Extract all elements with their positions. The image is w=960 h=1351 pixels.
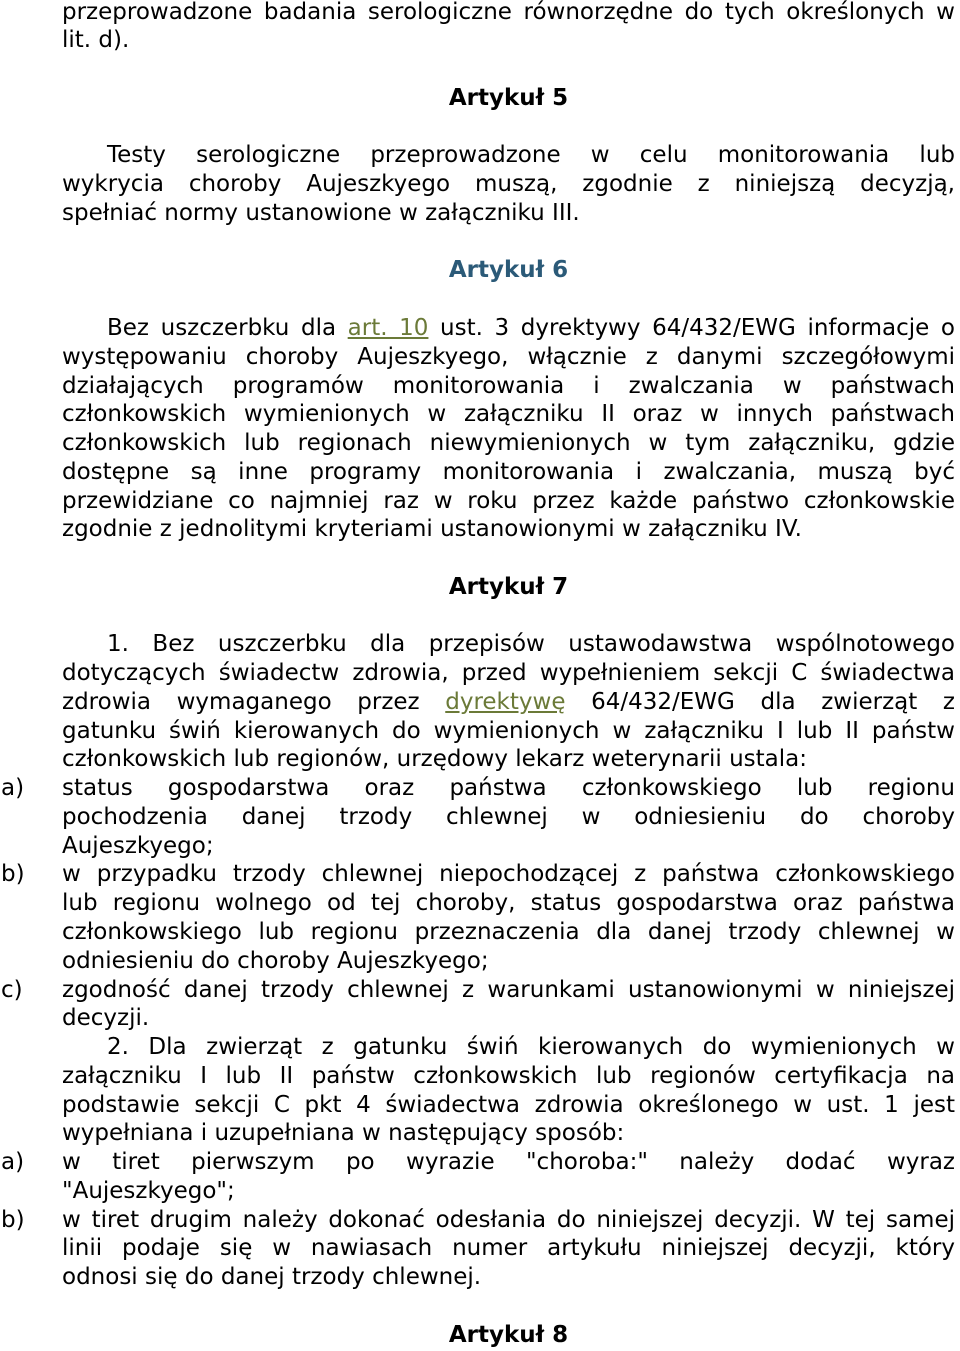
- text-line: zgodność danej trzody chlewnej z warunkami ustanowionymi w niniejszej: [62, 976, 955, 1003]
- text-line: załączniku I lub II państw członkowskich lub regionów certyfikacja na: [62, 1062, 955, 1089]
- text-line: 2. Dla zwierząt z gatunku świń kierowanych do wymienionych w: [107, 1034, 955, 1061]
- list-item: [1, 860, 955, 975]
- text-line: 1. Bez uszczerbku dla przepisów ustawodawstwa wspólnotowego: [107, 631, 955, 658]
- article-7-paragraph-1: [62, 630, 955, 774]
- text-line: członkowskich lub regionach niewymienionych w tym załączniku, gdzie: [62, 430, 955, 457]
- list-item: [1, 1148, 955, 1206]
- list-item: [1, 774, 955, 860]
- text-segment: Bez uszczerbku dla: [107, 314, 348, 341]
- text-line: Testy serologiczne przeprowadzone w celu monitorowania lub: [107, 142, 955, 169]
- text-line: gatunku świń kierowanych do wymienionych w załączniku I lub II państw: [62, 717, 955, 744]
- text-line: dostępne są inne programy monitorowania i zwalczania, muszą być: [62, 458, 955, 485]
- directive-link[interactable]: dyrektywę: [445, 688, 566, 715]
- text-line: działających programów monitorowania i zwalczania w państwach: [62, 372, 955, 399]
- list-label: a): [1, 775, 25, 802]
- text-line: status gospodarstwa oraz państwa członkowskiego lub regionu: [62, 775, 955, 802]
- text-line: członkowskich lub regionów, urzędowy lekarz weterynarii ustala:: [62, 746, 808, 773]
- text-line: członkowskich wymienionych w załączniku II oraz w innych państwach: [62, 401, 955, 428]
- intro-paragraph: [62, 0, 955, 55]
- text-line: przeprowadzone badania serologiczne równorzędne do tych określonych w: [62, 0, 955, 25]
- list-item: [1, 1206, 955, 1292]
- text-line: w tiret pierwszym po wyrazie "choroba:" należy dodać wyraz: [62, 1149, 955, 1176]
- text-line: w przypadku trzody chlewnej niepochodzącej z państwa członkowskiego: [62, 861, 955, 888]
- list-label: b): [1, 1206, 25, 1233]
- article-5-heading: Artykuł 5: [448, 84, 569, 111]
- list-label: b): [1, 861, 25, 888]
- text-segment: zdrowia wymaganego przez: [62, 688, 446, 715]
- text-line: wykrycia choroby Aujeszkyego muszą, zgodnie z niniejszą decyzją,: [62, 171, 955, 198]
- text-line: [62, 688, 955, 717]
- text-line: podstawie sekcji C pkt 4 świadectwa zdrowia określonego w ust. 1 jest: [62, 1091, 955, 1118]
- text-line: linii podaje się w nawiasach numer artykułu niniejszej decyzji, który: [62, 1235, 955, 1262]
- text-line: odnosi się do danej trzody chlewnej.: [62, 1264, 482, 1291]
- article-6-paragraph: [62, 314, 955, 544]
- text-line: lub regionu wolnego od tej choroby, status gospodarstwa oraz państwa: [62, 890, 955, 917]
- article-8-heading: Artykuł 8: [448, 1321, 569, 1348]
- article-reference-link[interactable]: art. 10: [347, 314, 429, 341]
- text-line: pochodzenia danej trzody chlewnej w odniesieniu do choroby: [62, 803, 955, 830]
- text-line: odniesieniu do choroby Aujeszkyego;: [62, 947, 489, 974]
- text-line: dotyczących świadectw zdrowia, przed wypełnieniem sekcji C świadectwa: [62, 660, 955, 687]
- text-line: występowaniu choroby Aujeszkyego, włącznie z danymi szczegółowymi: [62, 343, 955, 370]
- list-label: c): [1, 976, 23, 1003]
- text-line: decyzji.: [62, 1005, 150, 1032]
- text-line: wypełniana i uzupełniana w następujący sposób:: [62, 1120, 625, 1147]
- text-line: spełniać normy ustanowione w załączniku III.: [62, 199, 580, 226]
- text-line: w tiret drugim należy dokonać odesłania do niniejszej decyzji. W tej samej: [62, 1206, 955, 1233]
- list-label: a): [1, 1149, 25, 1176]
- list-item: [1, 976, 955, 1034]
- text-line: [62, 314, 955, 343]
- text-line: lit. d).: [62, 27, 130, 54]
- article-7-paragraph-2: [62, 1033, 955, 1148]
- text-line: członkowskiego lub regionu przeznaczenia dla danej trzody chlewnej w: [62, 919, 955, 946]
- text-segment: 64/432/EWG dla zwierząt z: [565, 688, 955, 715]
- article-5-paragraph: [62, 141, 955, 227]
- text-line: Aujeszkyego;: [62, 832, 214, 859]
- text-line: przewidziane co najmniej raz w roku przez każde państwo członkowskie: [62, 487, 955, 514]
- text-line: "Aujeszkyego";: [62, 1177, 235, 1204]
- text-line: zgodnie z jednolitymi kryteriami ustanowionymi w załączniku IV.: [62, 516, 802, 543]
- article-6-heading: Artykuł 6: [448, 257, 569, 284]
- text-segment: ust. 3 dyrektywy 64/432/EWG informacje o: [428, 314, 956, 341]
- article-7-heading: Artykuł 7: [448, 573, 569, 600]
